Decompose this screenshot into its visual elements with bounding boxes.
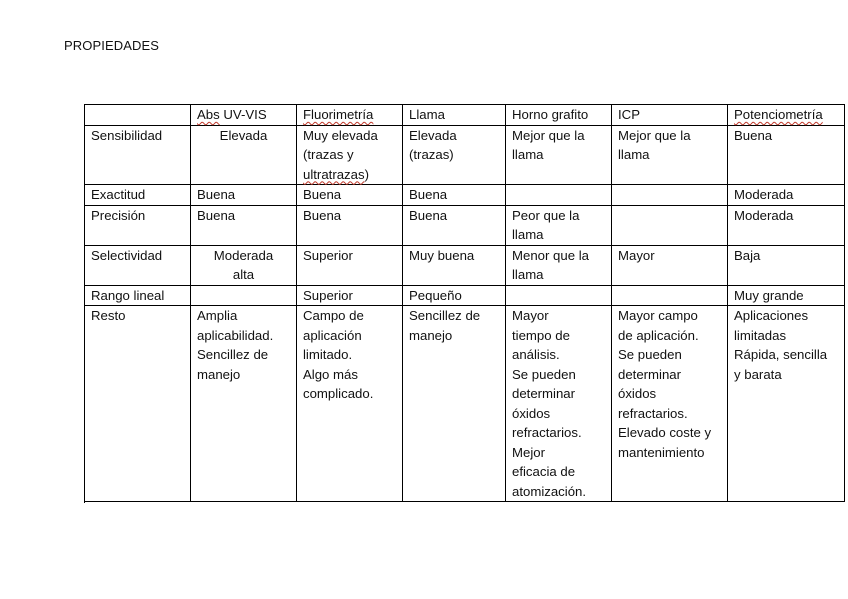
table-cell: Menor que la llama — [506, 245, 612, 285]
table-cell — [297, 125, 403, 185]
header-potenciometria-label: Potenciometría — [734, 107, 823, 122]
table-row-selectividad — [85, 245, 845, 285]
table-cell: Mejor que la llama — [612, 125, 728, 185]
table-row-exactitud — [85, 185, 845, 206]
cell-text-ultratrazas: ultratrazas — [303, 166, 365, 182]
row-label: Precisión — [85, 205, 191, 245]
table-cell: Buena — [297, 205, 403, 245]
table-cell: Muy grande — [728, 285, 845, 306]
properties-table — [84, 104, 845, 502]
table-cell: Buena — [191, 185, 297, 206]
table-cell — [612, 185, 728, 206]
table-row-sensibilidad — [85, 125, 845, 185]
table-cell — [612, 285, 728, 306]
table-cell: Superior — [297, 285, 403, 306]
table-cell: Mayor tiempo de análisis. Se pueden determinar óxidos refractarios. Mejor eficacia de atomización. — [506, 306, 612, 502]
header-cell-icp: ICP — [612, 105, 728, 126]
table-cell: Moderada — [728, 185, 845, 206]
row-label: Selectividad — [85, 245, 191, 285]
table-cell: Moderada — [728, 205, 845, 245]
header-fluorimetria-label: Fluorimetría — [303, 107, 374, 122]
header-cell-horno-grafito: Horno grafito — [506, 105, 612, 126]
table-cell: Pequeño — [403, 285, 506, 306]
table-cell: Muy buena — [403, 245, 506, 285]
table-cell: Buena — [297, 185, 403, 206]
table-cell: Elevada — [191, 125, 297, 185]
table-cell: Sencillez de manejo — [403, 306, 506, 502]
table-cell: Mayor — [612, 245, 728, 285]
table-cell: Buena — [191, 205, 297, 245]
row-label: Rango lineal — [85, 285, 191, 306]
row-label: Resto — [85, 306, 191, 502]
table-row-resto — [85, 306, 845, 502]
table-header-row — [85, 105, 845, 126]
table-cell — [191, 285, 297, 306]
header-cell-llama: Llama — [403, 105, 506, 126]
table-cell: Aplicaciones limitadas Rápida, sencilla y barata — [728, 306, 845, 502]
table-row-precision — [85, 205, 845, 245]
table-cell: Mejor que la llama — [506, 125, 612, 185]
table-cell — [506, 185, 612, 206]
table-cell — [506, 285, 612, 306]
table-border-tail — [84, 497, 85, 503]
table-cell: Superior — [297, 245, 403, 285]
row-label: Sensibilidad — [85, 125, 191, 185]
table-cell: Amplia aplicabilidad. Sencillez de manejo — [191, 306, 297, 502]
table-cell: Buena — [403, 205, 506, 245]
cell-text: ) — [364, 166, 369, 182]
row-label: Exactitud — [85, 185, 191, 206]
table-cell: Baja — [728, 245, 845, 285]
header-cell-abs-uv-vis — [191, 105, 297, 126]
header-cell-empty — [85, 105, 191, 126]
header-abs-part: Abs — [197, 107, 220, 122]
table-cell: Buena — [728, 125, 845, 185]
table-cell — [612, 205, 728, 245]
table-cell: Buena — [403, 185, 506, 206]
table-cell: Campo de aplicación limitado. Algo más complicado. — [297, 306, 403, 502]
table-cell: Moderada alta — [191, 245, 297, 285]
table-row-rango-lineal — [85, 285, 845, 306]
cell-text: Muy elevada (trazas y — [303, 127, 378, 162]
header-cell-fluorimetria — [297, 105, 403, 126]
table-cell: Mayor campo de aplicación. Se pueden determinar óxidos refractarios. Elevado coste y mantenimiento — [612, 306, 728, 502]
table-cell: Elevada (trazas) — [403, 125, 506, 185]
page-heading: PROPIEDADES — [64, 38, 160, 53]
table-cell: Peor que la llama — [506, 205, 612, 245]
header-cell-potenciometria — [728, 105, 845, 126]
header-uvvis-part: UV-VIS — [219, 107, 267, 122]
